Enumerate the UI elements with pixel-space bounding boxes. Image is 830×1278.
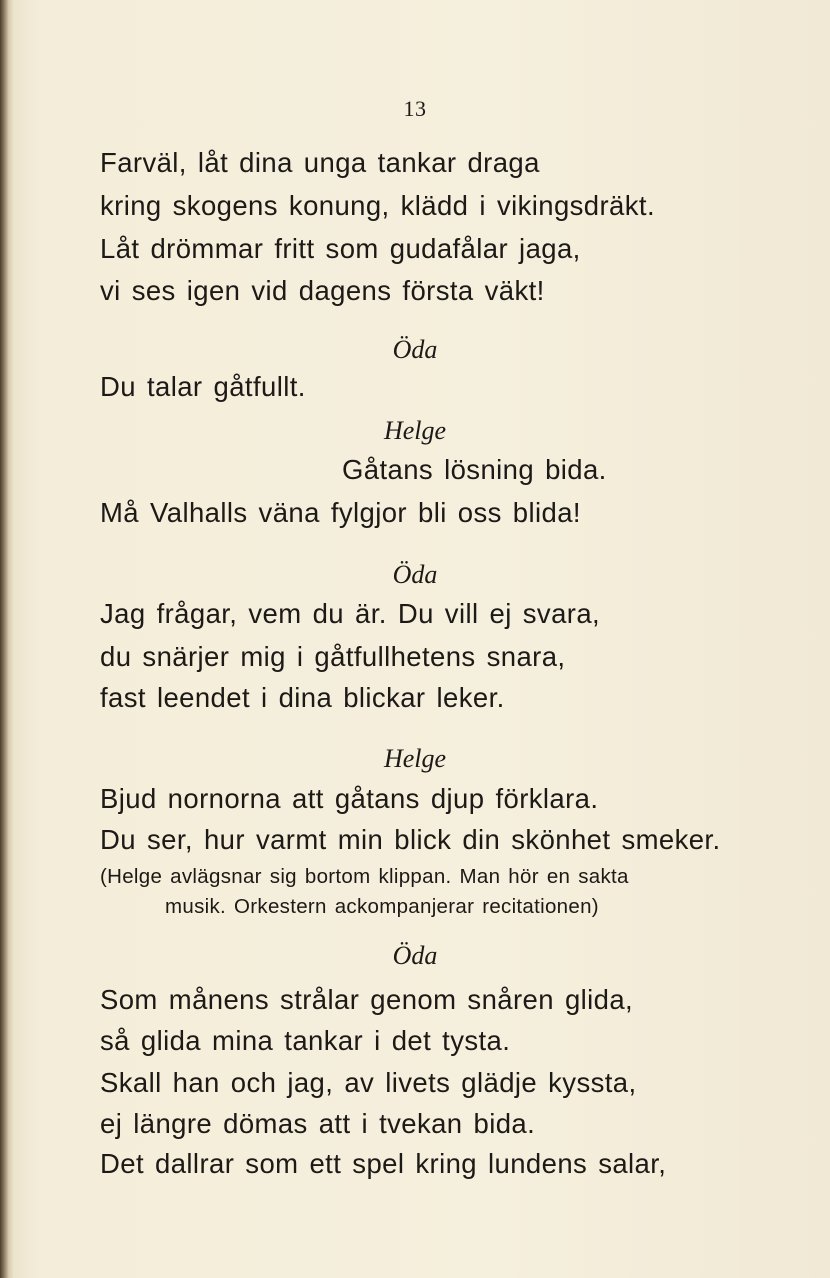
verse-line: ej längre dömas att i tvekan bida. [100, 1108, 536, 1139]
verse-line: fast leendet i dina blickar leker. [100, 682, 505, 713]
verse-line: Det dallrar som ett spel kring lundens salar, [100, 1148, 667, 1179]
speaker-name: Öda [392, 335, 438, 364]
speaker-name: Helge [383, 744, 447, 773]
verse-line: Skall han och jag, av livets glädje kyssta, [100, 1067, 637, 1098]
binding-edge [0, 0, 14, 1278]
page-number: 13 [403, 96, 427, 121]
verse-line: Som månens strålar genom snåren glida, [100, 984, 634, 1015]
verse-line: Bjud nornorna att gåtans djup förklara. [100, 783, 599, 814]
stage-direction: musik. Orkestern ackompanjerar recitationen) [165, 895, 599, 918]
stage-direction: (Helge avlägsnar sig bortom klippan. Man hör en sakta [100, 865, 629, 888]
verse-line: vi ses igen vid dagens första väkt! [100, 275, 545, 306]
speaker-name: Öda [392, 941, 438, 970]
verse-line: du snärjer mig i gåtfullhetens snara, [100, 641, 566, 672]
verse-line: så glida mina tankar i det tysta. [100, 1025, 511, 1056]
speaker-name: Helge [383, 416, 447, 445]
verse-line: Må Valhalls väna fylgjor bli oss blida! [100, 497, 581, 528]
verse-line: Gåtans lösning bida. [342, 454, 607, 485]
verse-line: Du ser, hur varmt min blick din skönhet smeker. [100, 824, 721, 855]
verse-line: Farväl, låt dina unga tankar draga [100, 147, 540, 178]
speaker-name: Öda [392, 560, 438, 589]
verse-line: Låt drömmar fritt som gudafålar jaga, [100, 233, 581, 264]
verse-line: Jag frågar, vem du är. Du vill ej svara, [100, 598, 601, 629]
verse-line: kring skogens konung, klädd i vikingsdräkt. [100, 190, 655, 221]
verse-line: Du talar gåtfullt. [100, 371, 306, 402]
